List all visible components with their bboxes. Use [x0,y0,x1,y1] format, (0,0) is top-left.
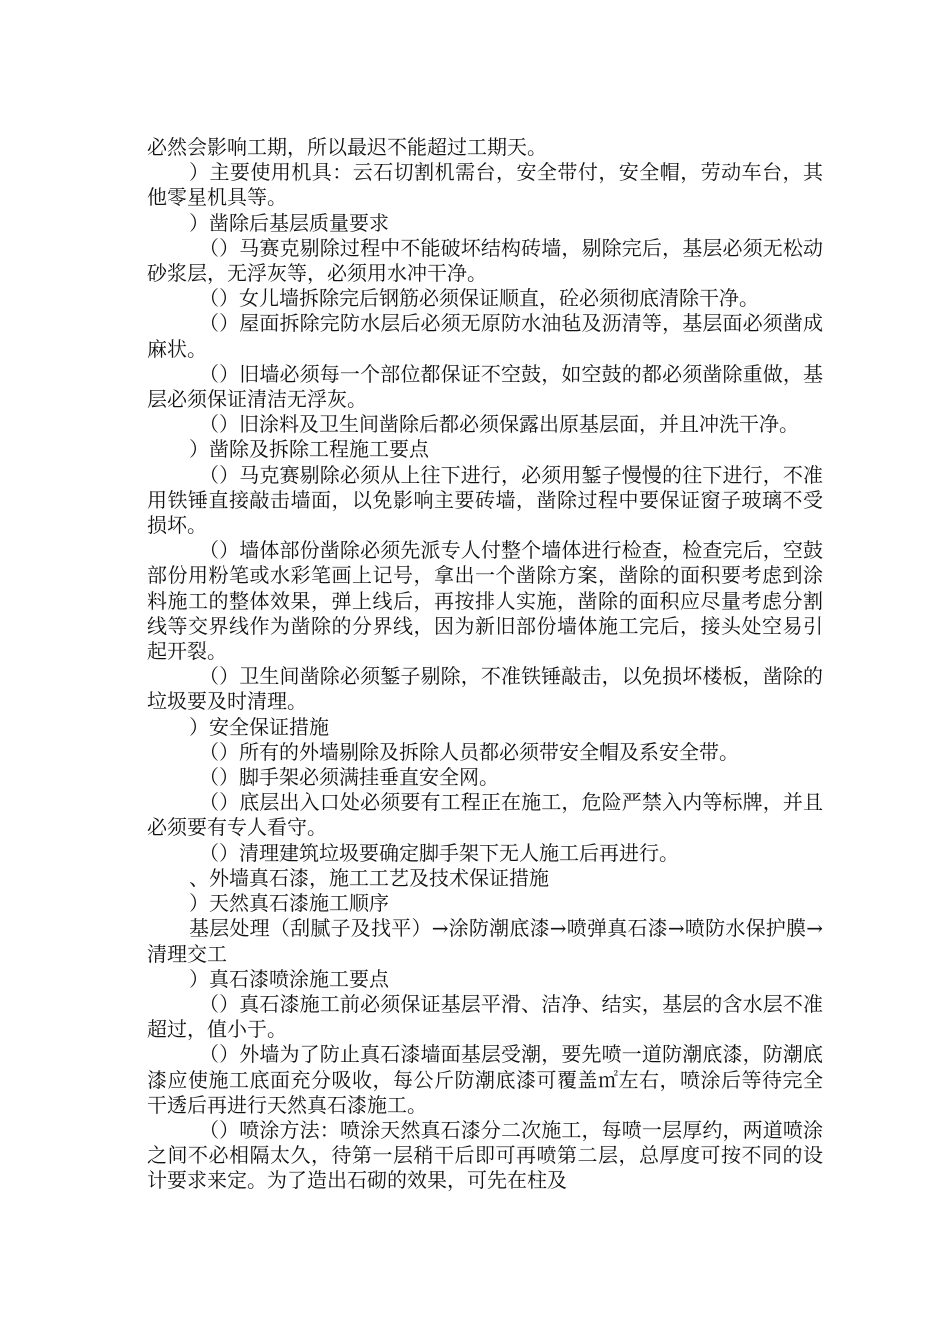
paragraph: （）底层出入口处必须要有工程正在施工，危险严禁入内等标牌，并且必须要有专人看守。 [147,790,823,840]
paragraph: （）墙体部份凿除必须先派专人付整个墙体进行检查，检查完后，空鼓部份用粉笔或水彩笔画上记号，拿出一个凿除方案，凿除的面积要考虑到涂料施工的整体效果，弹上线后，再按排人实施，凿除的面积应尽量考虑分割线等交界线作为凿除的分界线，因为新旧部份墙体施工完后，接头处空易引起开裂。 [147,538,823,664]
paragraph: （）马赛克剔除过程中不能破坏结构砖墙，剔除完后，基层必须无松动砂浆层，无浮灰等，必须用水冲干净。 [147,235,823,286]
paragraph: （）所有的外墙剔除及拆除人员都必须带安全帽及系安全带。 [199,739,739,764]
paragraph: （）脚手架必须满挂垂直安全网。 [199,765,499,790]
paragraph: （）屋面拆除完防水层后必须无原防水油毡及沥清等，基层面必须凿成麻状。 [147,311,823,361]
paragraph: （）卫生间凿除必须錾子剔除，不准铁锤敲击，以免损坏楼板，凿除的垃圾要及时清理。 [147,664,823,714]
paragraph: ）凿除及拆除工程施工要点 [189,437,429,462]
paragraph: ）真石漆喷涂施工要点 [189,966,389,991]
paragraph: （）旧墙必须每一个部位都保证不空鼓，如空鼓的都必须凿除重做，基层必须保证清洁无浮灰。 [147,361,823,412]
paragraph: ）天然真石漆施工顺序 [189,891,389,916]
paragraph: （）女儿墙拆除完后钢筋必须保证顺直，砼必须彻底清除干净。 [199,286,759,311]
paragraph: ）主要使用机具：云石切割机需台，安全带付，安全帽，劳动车台，其他零星机具等。 [147,160,823,210]
document-body [147,135,823,1194]
paragraph: 、外墙真石漆，施工工艺及技术保证措施 [189,865,549,890]
paragraph: （）喷涂方法：喷涂天然真石漆分二次施工，每喷一层厚约，两道喷涂之间不必相隔太久，待第一层稍干后即可再喷第二层，总厚度可按不同的设计要求来定。为了造出石砌的效果，可先在柱及 [147,1117,823,1193]
paragraph: （）真石漆施工前必须保证基层平滑、洁净、结实，基层的含水层不准超过，值小于。 [147,991,823,1042]
paragraph: （）外墙为了防止真石漆墙面基层受潮，要先喷一道防潮底漆，防潮底漆应使施工底面充分吸收，每公斤防潮底漆可覆盖㎡左右，喷涂后等待完全干透后再进行天然真石漆施工。 [147,1042,823,1117]
paragraph: 必然会影响工期，所以最迟不能超过工期天。 [147,135,547,159]
paragraph: 基层处理（刮腻子及找平）→涂防潮底漆→喷弹真石漆→喷防水保护膜→清理交工 [147,916,823,966]
paragraph: ）安全保证措施 [189,714,329,739]
paragraph: （）马克赛剔除必须从上往下进行，必须用錾子慢慢的往下进行，不准用铁锤直接敲击墙面，以免影响主要砖墙，凿除过程中要保证窗子玻璃不受损坏。 [147,462,823,538]
paragraph: ）凿除后基层质量要求 [189,210,389,235]
paragraph: （）旧涂料及卫生间凿除后都必须保露出原基层面，并且冲洗干净。 [199,412,799,437]
paragraph: （）清理建筑垃圾要确定脚手架下无人施工后再进行。 [199,840,679,865]
